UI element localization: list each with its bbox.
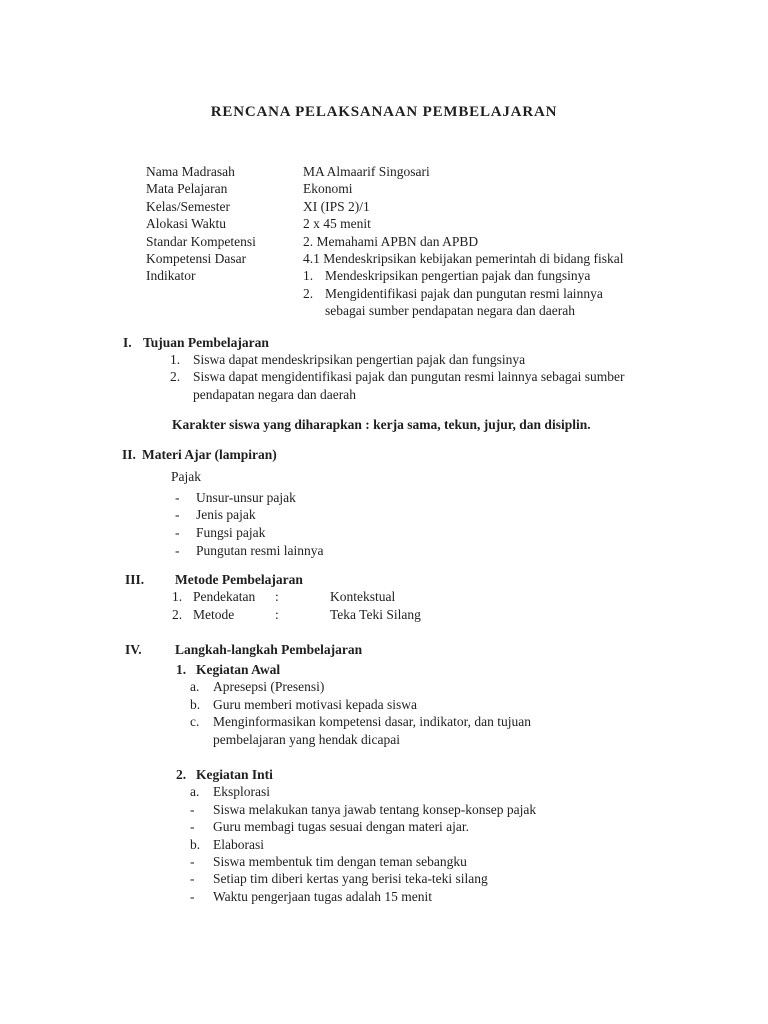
kegiatan-inti-item — [190, 870, 768, 887]
indikator-label: Indikator — [146, 268, 196, 284]
materi-item-marker: - — [175, 525, 180, 541]
metadata-value: XI (IPS 2)/1 — [303, 198, 370, 214]
kegiatan-inti-item-text: Siswa melakukan tanya jawab tentang konsep-konsep pajak — [213, 801, 537, 817]
metode-row-separator: : — [275, 589, 279, 605]
materi-item-marker: - — [175, 507, 180, 523]
materi-item-marker: - — [175, 489, 180, 505]
kegiatan-awal-item — [190, 696, 768, 713]
metadata-value: MA Almaarif Singosari — [303, 164, 430, 179]
metadata-row — [146, 250, 768, 267]
indikator-item-number: 1. — [303, 268, 314, 284]
materi-item — [175, 489, 768, 507]
section-heading-tujuan — [0, 334, 768, 351]
metode-list — [0, 588, 768, 624]
metadata-row — [146, 180, 768, 197]
materi-item — [175, 506, 768, 524]
kegiatan-awal-number: 1. — [176, 661, 187, 677]
materi-item — [175, 542, 768, 560]
metode-row-number: 1. — [172, 589, 183, 605]
tujuan-item-number: 1. — [170, 352, 181, 368]
indikator-row — [146, 267, 768, 319]
metode-row — [172, 588, 768, 606]
kegiatan-inti-item — [190, 783, 768, 800]
section-heading-materi — [0, 446, 768, 463]
kegiatan-inti-item-text: Elaborasi — [213, 836, 264, 852]
tujuan-item-text: Siswa dapat mendeskripsikan pengertian pajak dan fungsinya — [193, 352, 526, 368]
materi-topic: Pajak — [171, 469, 201, 485]
kegiatan-inti-item — [190, 853, 768, 870]
materi-item-text: Pungutan resmi lainnya — [196, 542, 324, 558]
metadata-value: 4.1 Mendeskripsikan kebijakan pemerintah di bidang fiskal — [303, 251, 624, 267]
indikator-list — [303, 267, 641, 319]
metadata-label: Standar Kompetensi — [146, 233, 256, 249]
materi-list — [0, 489, 768, 560]
indikator-item — [303, 285, 641, 320]
metadata-row — [146, 163, 768, 180]
metadata-label: Nama Madrasah — [146, 164, 235, 179]
metode-row-label: Pendekatan — [193, 589, 256, 605]
metadata-value: Ekonomi — [303, 181, 353, 197]
tujuan-item — [170, 351, 768, 368]
kegiatan-inti-number: 2. — [176, 766, 187, 782]
section-number-materi: II. — [122, 446, 136, 462]
section-heading-metode — [0, 571, 768, 588]
metadata-label: Kompetensi Dasar — [146, 251, 247, 267]
kegiatan-awal-item — [190, 678, 768, 695]
kegiatan-inti-item-text: Siswa membentuk tim dengan teman sebangku — [213, 853, 467, 869]
metadata-label: Alokasi Waktu — [146, 216, 227, 232]
metode-row-separator: : — [275, 607, 279, 623]
metode-row-label: Metode — [193, 607, 235, 623]
metode-row-value: Teka Teki Silang — [330, 607, 421, 623]
indikator-item — [303, 267, 641, 284]
kegiatan-inti-item — [190, 818, 768, 835]
tujuan-list — [0, 351, 768, 403]
section-number-metode: III. — [125, 571, 145, 587]
kegiatan-inti-item — [190, 836, 768, 853]
metadata-label: Kelas/Semester — [146, 198, 230, 214]
kegiatan-inti-heading — [0, 766, 768, 783]
materi-item-text: Jenis pajak — [196, 507, 256, 523]
indikator-item-text: Mengidentifikasi pajak dan pungutan resmi lainnya sebagai sumber pendapatan negara dan daerah — [325, 285, 603, 319]
section-title-langkah: Langkah-langkah Pembelajaran — [175, 641, 363, 657]
section-title-tujuan: Tujuan Pembelajaran — [143, 334, 269, 350]
kegiatan-inti-item — [190, 888, 768, 905]
metadata-value: 2 x 45 menit — [303, 216, 371, 232]
kegiatan-awal-title: Kegiatan Awal — [196, 661, 281, 677]
kegiatan-inti-item-marker: b. — [190, 836, 201, 852]
metadata-label: Mata Pelajaran — [146, 181, 228, 197]
metadata-row — [146, 198, 768, 215]
metadata-row — [146, 233, 768, 250]
kegiatan-inti-item-marker: - — [190, 888, 195, 904]
kegiatan-awal-item-marker: a. — [190, 679, 200, 695]
kegiatan-awal-list — [0, 678, 768, 748]
metode-row-number: 2. — [172, 607, 183, 623]
metadata-row — [146, 215, 768, 232]
kegiatan-inti-title: Kegiatan Inti — [196, 766, 273, 782]
document-title: RENCANA PELAKSANAAN PEMBELAJARAN — [210, 104, 558, 120]
indikator-item-number: 2. — [303, 285, 314, 301]
materi-item-text: Unsur-unsur pajak — [196, 489, 296, 505]
metadata-value: 2. Memahami APBN dan APBD — [303, 233, 479, 249]
karakter-line: Karakter siswa yang diharapkan : kerja sama, tekun, jujur, dan disiplin. — [172, 417, 591, 433]
kegiatan-awal-item-text: Guru memberi motivasi kepada siswa — [213, 696, 417, 712]
kegiatan-inti-item — [190, 801, 768, 818]
tujuan-item-number: 2. — [170, 369, 181, 385]
section-title-metode: Metode Pembelajaran — [175, 571, 303, 587]
tujuan-item-text: Siswa dapat mengidentifikasi pajak dan pungutan resmi lainnya sebagai sumber pendapatan negara dan daerah — [193, 369, 625, 402]
section-number-tujuan: I. — [123, 334, 132, 350]
kegiatan-inti-item-text: Setiap tim diberi kertas yang berisi teka-teki silang — [213, 871, 488, 887]
kegiatan-awal-item — [190, 713, 768, 748]
section-heading-langkah — [0, 641, 768, 658]
kegiatan-inti-item-marker: - — [190, 853, 195, 869]
kegiatan-inti-item-marker: - — [190, 801, 195, 817]
kegiatan-inti-list — [0, 783, 768, 905]
materi-item-marker: - — [175, 542, 180, 558]
kegiatan-inti-item-marker: - — [190, 819, 195, 835]
kegiatan-inti-item-marker: a. — [190, 784, 200, 800]
kegiatan-inti-item-text: Guru membagi tugas sesuai dengan materi ajar. — [213, 819, 470, 835]
metode-row-value: Kontekstual — [330, 589, 396, 605]
kegiatan-awal-heading — [0, 661, 768, 678]
kegiatan-awal-item-marker: c. — [190, 714, 200, 730]
materi-item-text: Fungsi pajak — [196, 525, 266, 541]
materi-item — [175, 524, 768, 542]
metadata-block — [146, 163, 768, 320]
kegiatan-inti-item-text: Waktu pengerjaan tugas adalah 15 menit — [213, 888, 432, 904]
section-number-langkah: IV. — [125, 641, 142, 657]
section-title-materi: Materi Ajar (lampiran) — [142, 446, 277, 462]
tujuan-item — [170, 368, 768, 403]
kegiatan-awal-item-text: Menginformasikan kompetensi dasar, indikator, dan tujuan pembelajaran yang hendak dicapai — [213, 714, 531, 747]
indikator-item-text: Mendeskripsikan pengertian pajak dan fungsinya — [325, 268, 591, 284]
kegiatan-inti-item-marker: - — [190, 871, 195, 887]
metode-row — [172, 606, 768, 624]
metadata-rows — [146, 163, 768, 267]
kegiatan-awal-item-marker: b. — [190, 696, 201, 712]
kegiatan-inti-item-text: Eksplorasi — [213, 784, 270, 800]
kegiatan-awal-item-text: Apresepsi (Presensi) — [213, 679, 325, 695]
